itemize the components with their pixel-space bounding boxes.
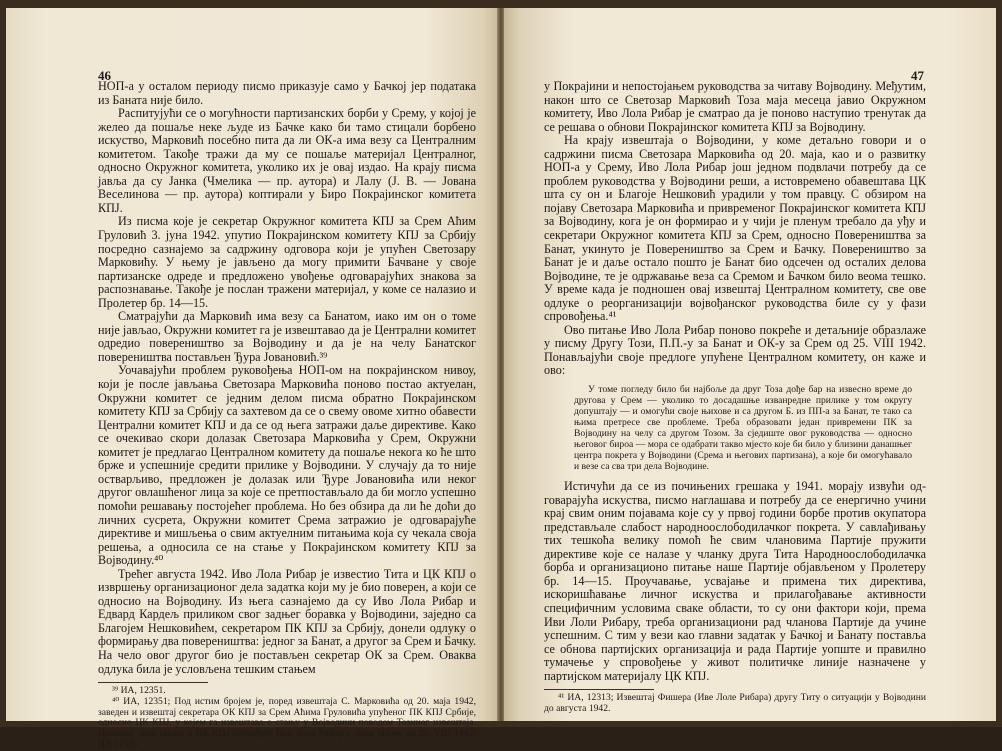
paragraph: Ово питање Иво Лола Рибар поново покреће и детаљније образлаже у писму Другу Този, П.П.-у за Банат и ОК-у за Срем од 25. VIII 1942. Понављајући своје предлоге упућене Централном комитету, он каже и ово:	[544, 322, 926, 378]
block-quote: У томе погледу било би најбоље да друг Тоза дође бар на извесно време до другова у Срем — уколико то досадашње изванредне прилике у том округу допуштају — и омогући своје њихове и са другом Б. из ПП-а за Банат, те тако са њима претресе све проблеме. Треба образовати један привремени ПК за Војводину на челу са другом Тозом. За сједиште овог руководства — односно његовог бироа — мора се одабрати такво мјесто које би било у близини данашњег центра покрета у Војводини (Срема и његових партизана), а које би омогућавало и везе са сва три дела Војводине.	[574, 384, 912, 473]
paragraph: Из писма које је секретар Окружног комитета КПЈ за Срем Аћим Груловић 3. јуна 1942. упутио Покрајинском комитету КПЈ за Србију посредно сазнајемо за садржину одговора који је упућен Светозару Марковићу. У њему је јављено да могу примити Бачване у своје партизанске одреде и предложено увођење одговарајућих знакова за распознавање. Такође је послан тражени материјал, у коме се налазио и Пролетер бр. 14—15.	[98, 214, 476, 310]
left-page	[6, 8, 498, 751]
paragraph: НОП-а у осталом периоду писмо приказује само у Бачкој јер података из Баната није било.	[98, 79, 476, 107]
right-page	[504, 8, 996, 721]
left-page-body	[98, 80, 476, 751]
paragraph: На крају извештаја о Војводини, у коме детаљно говори и о садржини писма Светозара Марковића од 20. маја, као и о развитку НОП-а у Срему, Иво Лола Рибар још једном подвлачи потребу да се проблем руководства у Војводини реши, а истовремено обавештава ЦК шта су он и Благоје Нешковић урадили у том правцу. С обзиром на појаву Светозара Марковића и привременог Покрајинског комитета КПЈ за Војводину, кога је он формирао и у чији је пленум требало да уђу и секретари Окружног комитета КПЈ за Срем, односно Повереништва за Банат, укинуто је Повереништво за Срем и Бачку. Повереништво за Банат је и даље остало пошто је Банат био одсечен од осталих делова Војводине, те је одржавање веза са Сремом и Бачком било веома тешко. У време када је подношен овај извештај Централном комитету, све ове одлуке о реорганизацији војвођанског руководства биле су у фази спровођења.⁴¹	[544, 133, 926, 324]
page-number-left: 46	[98, 68, 111, 83]
paragraph: Сматрајући да Марковић има везу са Банатом, иако им он о томе није јављао, Окружни комитет га је извештавао да је Централни комитет одредио повереништво за Војводину и да је на челу Банатског повереништва постављен Ђура Јовановић.³⁹	[98, 309, 476, 364]
paragraph: Истичући да се из почињених грешака у 1941. морају извући одговарајућа искуства, писмо наглашава и потребу да се енергично учини крај свим оним појавама које су у првој години борбе против окупатора представљале слабост народноослободилачког покрета. У савлађивању тих тешкоћа велику помоћ ће свим члановима Партије пружити директиве које се налазе у чланку друга Тита Народноослободилачка борба и организационо питање наше Партије објављеном у Пролетеру бр. 14—15. Проучавање, усвајање и примена тих директива, искоришћавање личног искуства и прилагођавање активности специфичним условима сваке области, то су они фактори који, према Иви Лоли Рибару, треба организациони рад чланова Партије да учине успешним. С тим у вези као главни задатак у Бачкој и Банату постављa се обнова партијских организација и рада Партије уопште и правилно тумачење у спровођење у живот политичке линије назначене у партијском материјалу ЦК КПЈ.	[544, 479, 926, 683]
footnote: ⁴⁰ ИА, 12351; Под истим бројем је, поред извештаја С. Марковића од 20. маја 1942, заведен и извештај секретара ОК КПЈ за Срем Аћима Груловића упућеног ПК КПЈ Србије, односно ЦК КПЈ, у којем га извештава о стању у Војводини поводом Тозиног извештаја. Прилаже овог писма у ЦК КПЈ потврђује Иво Лола Рибар у свом писму од 25. VIII 1942; ИА 12141.	[98, 695, 476, 751]
page-number-right: 47	[911, 68, 924, 83]
footnote: ³⁹ ИА, 12351.	[112, 685, 166, 697]
paragraph: Трећег августа 1942. Иво Лола Рибар је известио Тита и ЦК КПЈ о извршењу организационог дела задатка који му је био поверен, а који се односио на Војводину. Из њега сазнајемо да су Иво Лола Рибар и Едвард Кардељ приликом свог задњег боравка у Војводини, заједно са Благојем Нешковићем, секретаром ПК КПЈ за Србију, донели одлуку о формирању два повереништва: једног за Банат, а другог за Срем и Бачку. На чело овог другог био је постављен секретар ОК за Срем. Оваква одлука била је условљена тешким стањем	[98, 566, 477, 676]
footnote: ⁴¹ ИА, 12313; Извештај Фишера (Иве Лоле Рибара) другу Титу о ситуацији у Војводини до августа 1942.	[544, 692, 926, 715]
footnote-divider	[544, 689, 654, 690]
paragraph: у Покрајини и непостојањем руководства за читаву Војводину. Међутим, након што се Светозар Марковић Тоза маја месеца јавио Окружном комитету, Иво Лола Рибар је сматрао да је поново наступио тренутак да се решава о обнови Покрајинског комитета КПЈ за Војводину.	[544, 79, 926, 134]
right-page-body	[544, 80, 926, 715]
paragraph: Распитујући се о могућности партизанских борби у Срему, у којој је желео да пошаље неке људе из Бачке како би тамо стицали борбено искуство, Марковић посебно пита да ли ОК-а има везу са Централним комитетом. Такође тражи да му се пошаље материјал Централног, односно Окружног комитета, уколико их је овај издао. На крају писма јавља да су Јанка (Чмелика — пр. аутора) и Лалу (J. В. — Јована Веселинова — пр. аутора) коптирали у Биро Покрајинског комитета КПЈ.	[98, 106, 476, 215]
paragraph: Уочавајући проблем руковођења НОП-ом на покрајинском нивоу, који је после јављања Светозара Марковића поново постао актуелан, Окружни комитет се једним делом писма обратно Покрајинском комитету КПЈ за Србију са захтевом да се о свему овоме хитно обавести Централни комитет КПЈ и да се од њега затражи даље директиве. Како се очекивао скори долазак Светозара Марковића у Срем, Окружни комитет је предлагао Централном комитету да пошаље некога ко ће што брже и успешније средити прилике у Војводини. У случају да то није остварљиво, предложен је долазак или Ђуре Јовановића или неког другог овлашћеног лица за које се претпостављало да би могло успешно помоћи решавању постојећег проблема. Но без обзира да ли ће доћи до личних сусрета, Окружни комитет Срема затражио је одговарајуће директиве и мишљења о свим актуелним питањима која су чекала своја решења, а односила се на стање у Покрајинском комитету КПЈ за Војводину.⁴⁰	[98, 363, 476, 568]
footnote-divider	[98, 682, 208, 683]
